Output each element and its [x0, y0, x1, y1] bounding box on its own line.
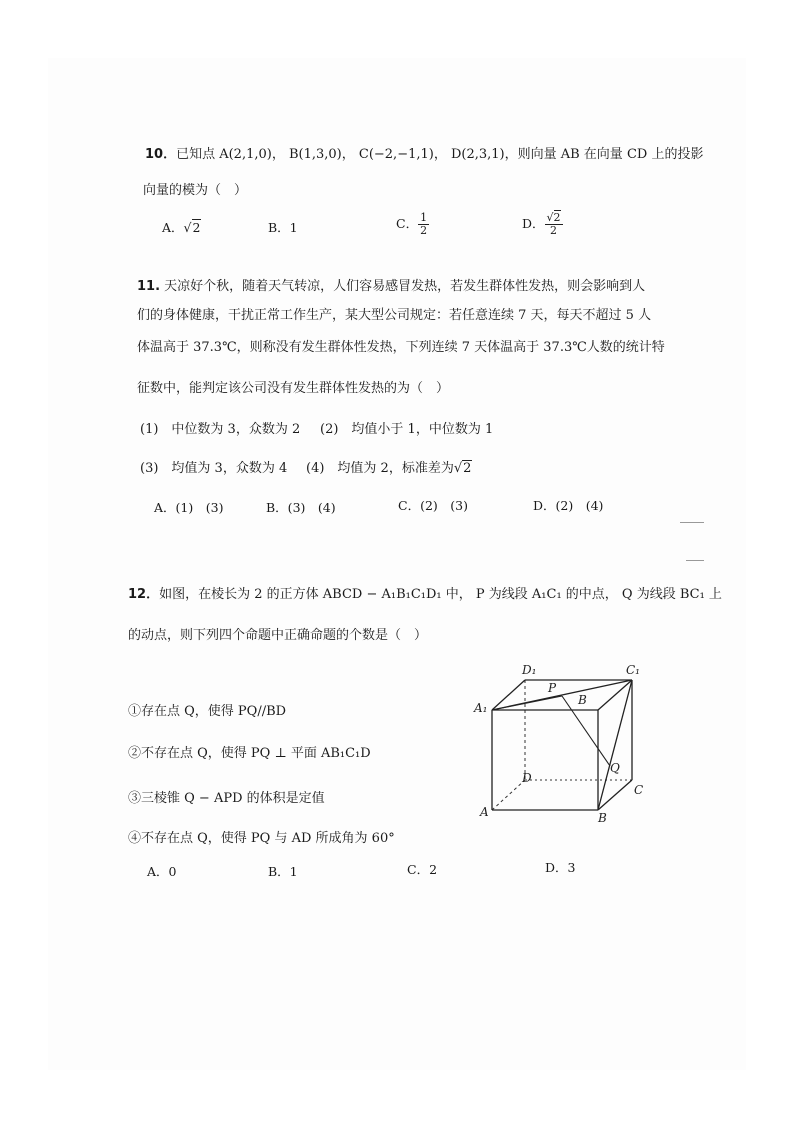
q11-text-line1: 天凉好个秋，随着天气转凉，人们容易感冒发热，若发生群体性发热，则会影响到人	[164, 279, 646, 294]
label-Q: Q	[610, 761, 620, 775]
q10-option-d-label: D．	[522, 216, 545, 231]
q10-option-d-radicand: 2	[553, 211, 561, 224]
q11-condition-1: (1) 中位数为 3，众数为 2	[140, 422, 301, 437]
q10-line2: 向量的模为（ ）	[143, 183, 248, 198]
edge-BC	[598, 780, 632, 810]
label-C: C	[634, 783, 644, 797]
q10-option-d[interactable]	[522, 212, 563, 237]
q10-option-b[interactable]: B．1	[268, 220, 298, 235]
q11-condition-3: (3) 均值为 3，众数为 4	[140, 461, 288, 476]
q12-line1	[128, 586, 722, 604]
sqrt-icon: √2	[183, 220, 201, 235]
q10-option-a-label: A．	[162, 220, 184, 235]
q12-statement-1: ①存在点 Q，使得 PQ//BD	[128, 704, 287, 719]
q10-option-d-denominator: 2	[550, 224, 558, 237]
q10-option-c-fraction	[418, 212, 429, 237]
q10-number: 10．	[145, 147, 177, 162]
q12-number: 12．	[128, 587, 160, 602]
q10-option-a-radicand: 2	[192, 220, 201, 235]
label-B1: B	[578, 693, 587, 707]
q11-line3: 体温高于 37.3℃，则称没有发生群体性发热，下列连续 7 天体温高于 37.3℃人数的统计特	[137, 340, 665, 355]
q10-option-d-numerator: √2	[546, 211, 561, 224]
cube-figure	[470, 658, 670, 828]
q11-condition-4-radicand: 2	[463, 461, 472, 476]
q10-option-a[interactable]	[162, 218, 201, 236]
q12-line2: 的动点，则下列四个命题中正确命题的个数是（ ）	[128, 628, 428, 643]
q11-option-b[interactable]: B．(3) (4)	[266, 500, 336, 515]
q12-option-d[interactable]: D．3	[545, 860, 576, 875]
q11-condition-4	[306, 460, 472, 478]
q11-line1	[137, 278, 645, 296]
q12-option-a[interactable]: A．0	[147, 864, 177, 879]
q11-option-a[interactable]: A．(1) (3)	[154, 500, 224, 515]
q12-statement-3: ③三棱锥 Q − APD 的体积是定值	[128, 791, 325, 806]
q10-line1	[145, 146, 703, 164]
q11-condition-2: (2) 均值小于 1，中位数为 1	[320, 422, 494, 437]
q12-option-b[interactable]: B．1	[268, 864, 298, 879]
edge-B1C1	[598, 680, 632, 710]
q10-text-line1: 已知点 A(2,1,0)， B(1,3,0)， C(−2,−1,1)， D(2,3,1)，则向量 AB 在向量 CD 上的投影	[176, 147, 704, 162]
q10-option-d-fraction	[545, 212, 563, 237]
label-A1: A₁	[474, 701, 488, 715]
label-D1: D₁	[522, 663, 537, 677]
label-P: P	[548, 681, 557, 695]
segment-BC1	[598, 680, 632, 810]
label-A: A	[480, 805, 489, 819]
edge-AD	[492, 780, 525, 810]
q10-option-c-label: C．	[396, 216, 419, 231]
edge-A1D1	[492, 680, 525, 710]
scan-mark	[680, 522, 704, 523]
q12-statement-2: ②不存在点 Q，使得 PQ ⊥ 平面 AB₁C₁D	[128, 746, 371, 761]
label-B: B	[598, 811, 607, 825]
exam-page	[48, 58, 746, 1070]
q10-option-c-denominator: 2	[420, 224, 428, 237]
label-D: D	[522, 771, 532, 785]
sqrt-icon: √2	[453, 461, 472, 476]
q12-text-line1: 如图，在棱长为 2 的正方体 ABCD − A₁B₁C₁D₁ 中， P 为线段 A₁C₁ 的中点， Q 为线段 BC₁ 上	[159, 587, 722, 602]
q11-line2: 们的身体健康，干扰正常工作生产，某大型公司规定：若任意连续 7 天，每天不超过 5 人	[137, 308, 652, 323]
q11-number: 11.	[137, 279, 161, 294]
q11-option-c[interactable]: C．(2) (3)	[398, 498, 468, 513]
q11-option-d[interactable]: D．(2) (4)	[533, 498, 604, 513]
scan-mark	[686, 560, 704, 561]
q10-option-c-numerator: 1	[420, 211, 428, 224]
segment-A1P	[492, 696, 562, 710]
q10-option-c[interactable]	[396, 212, 429, 237]
q12-statement-4: ④不存在点 Q，使得 PQ 与 AD 所成角为 60°	[128, 831, 395, 846]
q12-option-c[interactable]: C．2	[407, 862, 438, 877]
q11-line4: 征数中，能判定该公司没有发生群体性发热的为（ ）	[137, 381, 450, 396]
q11-condition-4-text: (4) 均值为 2，标准差为	[306, 461, 454, 476]
label-C1: C₁	[626, 663, 640, 677]
